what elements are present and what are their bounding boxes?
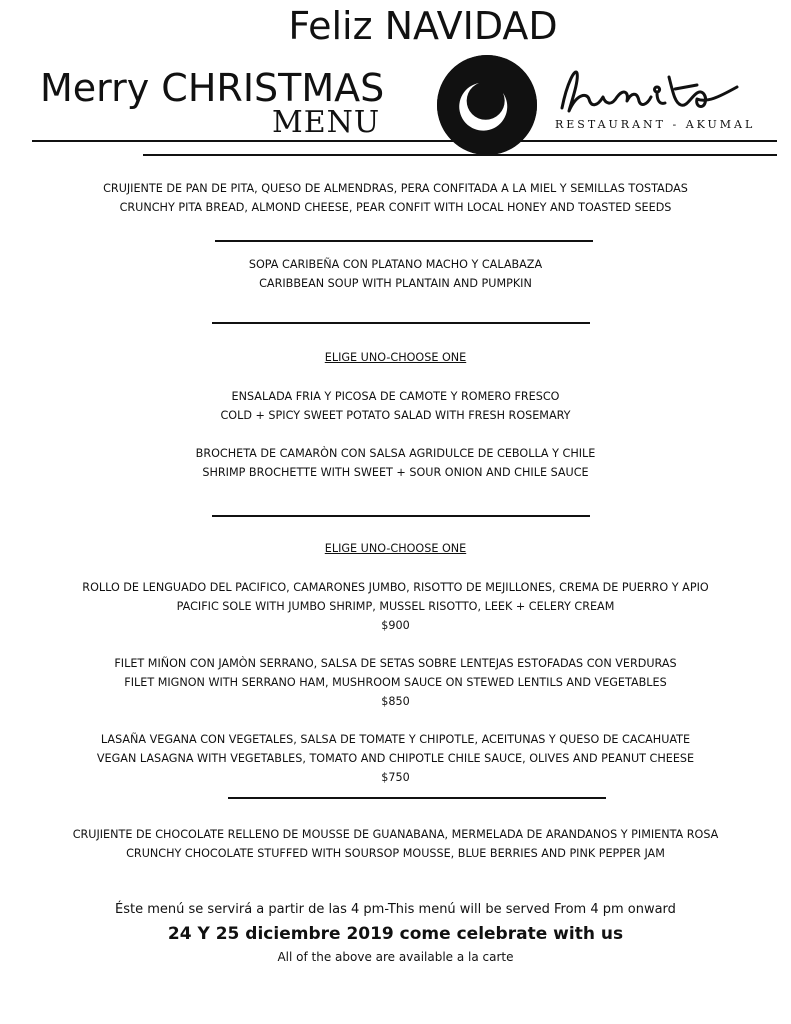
course-sole-price: $900 bbox=[381, 619, 410, 632]
course-soup bbox=[0, 255, 791, 293]
course-brochette-es: BROCHETA DE CAMARÒN CON SALSA AGRIDULCE DE CEBOLLA Y CHILE bbox=[195, 447, 596, 460]
logo bbox=[437, 55, 767, 165]
course-soup-es: SOPA CARIBEÑA CON PLATANO MACHO Y CALABAZA bbox=[248, 258, 543, 271]
course-sole-es: ROLLO DE LENGUADO DEL PACIFICO, CAMARONES JUMBO, RISOTTO DE MEJILLONES, CREMA DE PUERRO Y APIO bbox=[82, 581, 709, 594]
course-salad-en: COLD + SPICY SWEET POTATO SALAD WITH FRESH ROSEMARY bbox=[220, 409, 571, 422]
choose-one-heading-2: ELIGE UNO-CHOOSE ONE bbox=[324, 542, 467, 555]
served-from-note: Éste menú se servirá a partir de las 4 pm-This menú will be served From 4 pm onward bbox=[115, 902, 676, 917]
course-sole-en: PACIFIC SOLE WITH JUMBO SHRIMP, MUSSEL RISOTTO, LEEK + CELERY CREAM bbox=[176, 600, 615, 613]
title-merry-christmas: Merry CHRISTMAS bbox=[40, 66, 385, 110]
choose-one-heading-1: ELIGE UNO-CHOOSE ONE bbox=[324, 351, 467, 364]
course-salad-es: ENSALADA FRIA Y PICOSA DE CAMOTE Y ROMERO FRESCO bbox=[231, 390, 560, 403]
course-lasagna-es: LASAÑA VEGANA CON VEGETALES, SALSA DE TOMATE Y CHIPOTLE, ACEITUNAS Y QUESO DE CACAHUATE bbox=[100, 733, 691, 746]
course-dessert-en: CRUNCHY CHOCOLATE STUFFED WITH SOURSOP MOUSSE, BLUE BERRIES AND PINK PEPPER JAM bbox=[126, 847, 665, 860]
course-starter bbox=[0, 179, 791, 217]
course-lasagna bbox=[0, 730, 791, 787]
course-filet-en: FILET MIGNON WITH SERRANO HAM, MUSHROOM SAUCE ON STEWED LENTILS AND VEGETABLES bbox=[124, 676, 667, 689]
course-starter-es: CRUJIENTE DE PAN DE PITA, QUESO DE ALMENDRAS, PERA CONFITADA A LA MIEL Y SEMILLAS TOSTADAS bbox=[103, 182, 688, 195]
divider-3 bbox=[212, 515, 590, 517]
course-filet bbox=[0, 654, 791, 711]
course-soup-en: CARIBBEAN SOUP WITH PLANTAIN AND PUMPKIN bbox=[259, 277, 532, 290]
divider-1 bbox=[215, 240, 593, 242]
course-dessert bbox=[0, 825, 791, 863]
title-feliz-navidad: Feliz NAVIDAD bbox=[288, 4, 558, 48]
logo-subtitle: RESTAURANT - AKUMAL bbox=[555, 118, 756, 131]
course-filet-es: FILET MIÑON CON JAMÒN SERRANO, SALSA DE SETAS SOBRE LENTEJAS ESTOFADAS CON VERDURAS bbox=[114, 657, 677, 670]
course-lasagna-en: VEGAN LASAGNA WITH VEGETABLES, TOMATO AND CHIPOTLE CHILE SAUCE, OLIVES AND PEANUT CHEESE bbox=[96, 752, 695, 765]
header-rule-bottom bbox=[143, 154, 777, 156]
course-sole bbox=[0, 578, 791, 635]
course-filet-price: $850 bbox=[381, 695, 410, 708]
divider-4 bbox=[228, 797, 606, 799]
course-lasagna-price: $750 bbox=[381, 771, 410, 784]
menu-heading: MENU bbox=[272, 105, 381, 140]
header-rule-top bbox=[32, 140, 777, 142]
course-salad bbox=[0, 387, 791, 425]
course-dessert-es: CRUJIENTE DE CHOCOLATE RELLENO DE MOUSSE DE GUANABANA, MERMELADA DE ARANDANOS Y PIMIENTA ROSA bbox=[72, 828, 719, 841]
event-dates: 24 Y 25 diciembre 2019 come celebrate with us bbox=[167, 924, 624, 944]
course-brochette bbox=[0, 444, 791, 482]
course-brochette-en: SHRIMP BROCHETTE WITH SWEET + SOUR ONION AND CHILE SAUCE bbox=[202, 466, 589, 479]
divider-2 bbox=[212, 322, 590, 324]
course-starter-en: CRUNCHY PITA BREAD, ALMOND CHEESE, PEAR CONFIT WITH LOCAL HONEY AND TOASTED SEEDS bbox=[119, 201, 672, 214]
a-la-carte-note: All of the above are available a la carte bbox=[277, 950, 514, 964]
lunita-script-logo bbox=[557, 63, 767, 118]
